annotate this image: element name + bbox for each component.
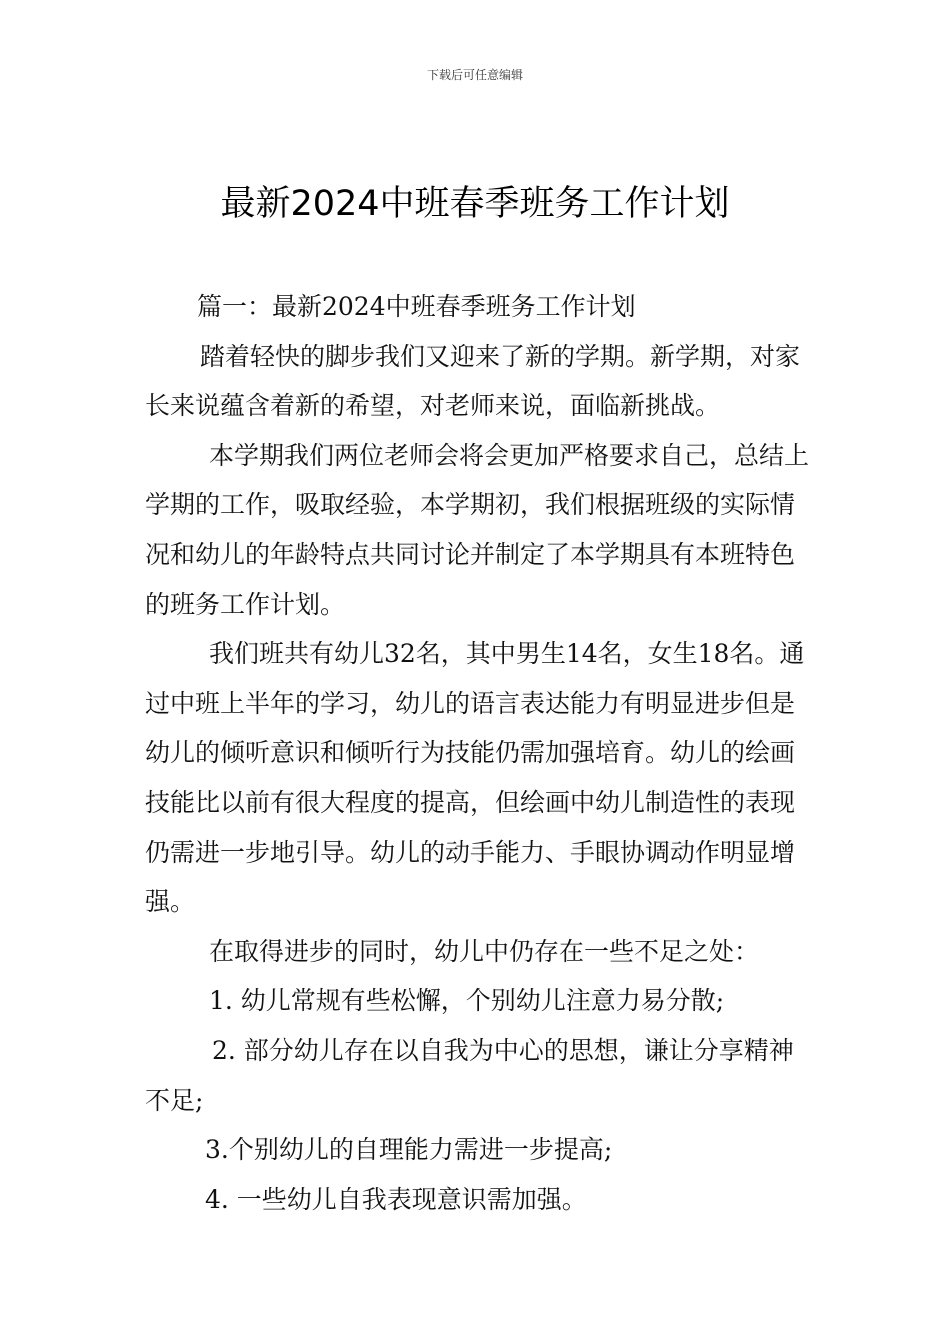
- document-title: 最新2024中班春季班务工作计划: [220, 184, 730, 224]
- list-item: 1. 幼儿常规有些松懈，个别幼儿注意力易分散;: [209, 986, 725, 1016]
- paragraph: 我们班共有幼儿32名，其中男生14名，女生18名。通过中班上半年的学习，幼儿的语言表达能力有明显进步但是幼儿的倾听意识和倾听行为技能仍需加强培育。幼儿的绘画技能比以前有很大程度的提高，但绘画中幼儿制造性的表现仍需进一步地引导。幼儿的动手能力、手眼协调动作明显增强。: [145, 639, 805, 917]
- paragraph: 踏着轻快的脚步我们又迎来了新的学期。新学期，对家长来说蕴含着新的希望，对老师来说，面临新挑战。: [145, 341, 801, 421]
- list-item: 3.个别幼儿的自理能力需进一步提高;: [205, 1135, 613, 1165]
- section-subtitle: 篇一：最新2024中班春季班务工作计划: [197, 292, 636, 321]
- list-item: 2. 部分幼儿存在以自我为中心的思想，谦让分享精神不足;: [145, 1035, 794, 1115]
- document-body: [145, 282, 810, 1224]
- page-header-note: 下载后可任意编辑: [426, 68, 523, 82]
- paragraph: 本学期我们两位老师会将会更加严格要求自己，总结上学期的工作，吸取经验，本学期初，我们根据班级的实际情况和幼儿的年龄特点共同讨论并制定了本学期具有本班特色的班务工作计划。: [145, 440, 810, 619]
- paragraph: 在取得进步的同时，幼儿中仍存在一些不足之处：: [209, 936, 760, 966]
- list-item: 4. 一些幼儿自我表现意识需加强。: [205, 1184, 587, 1214]
